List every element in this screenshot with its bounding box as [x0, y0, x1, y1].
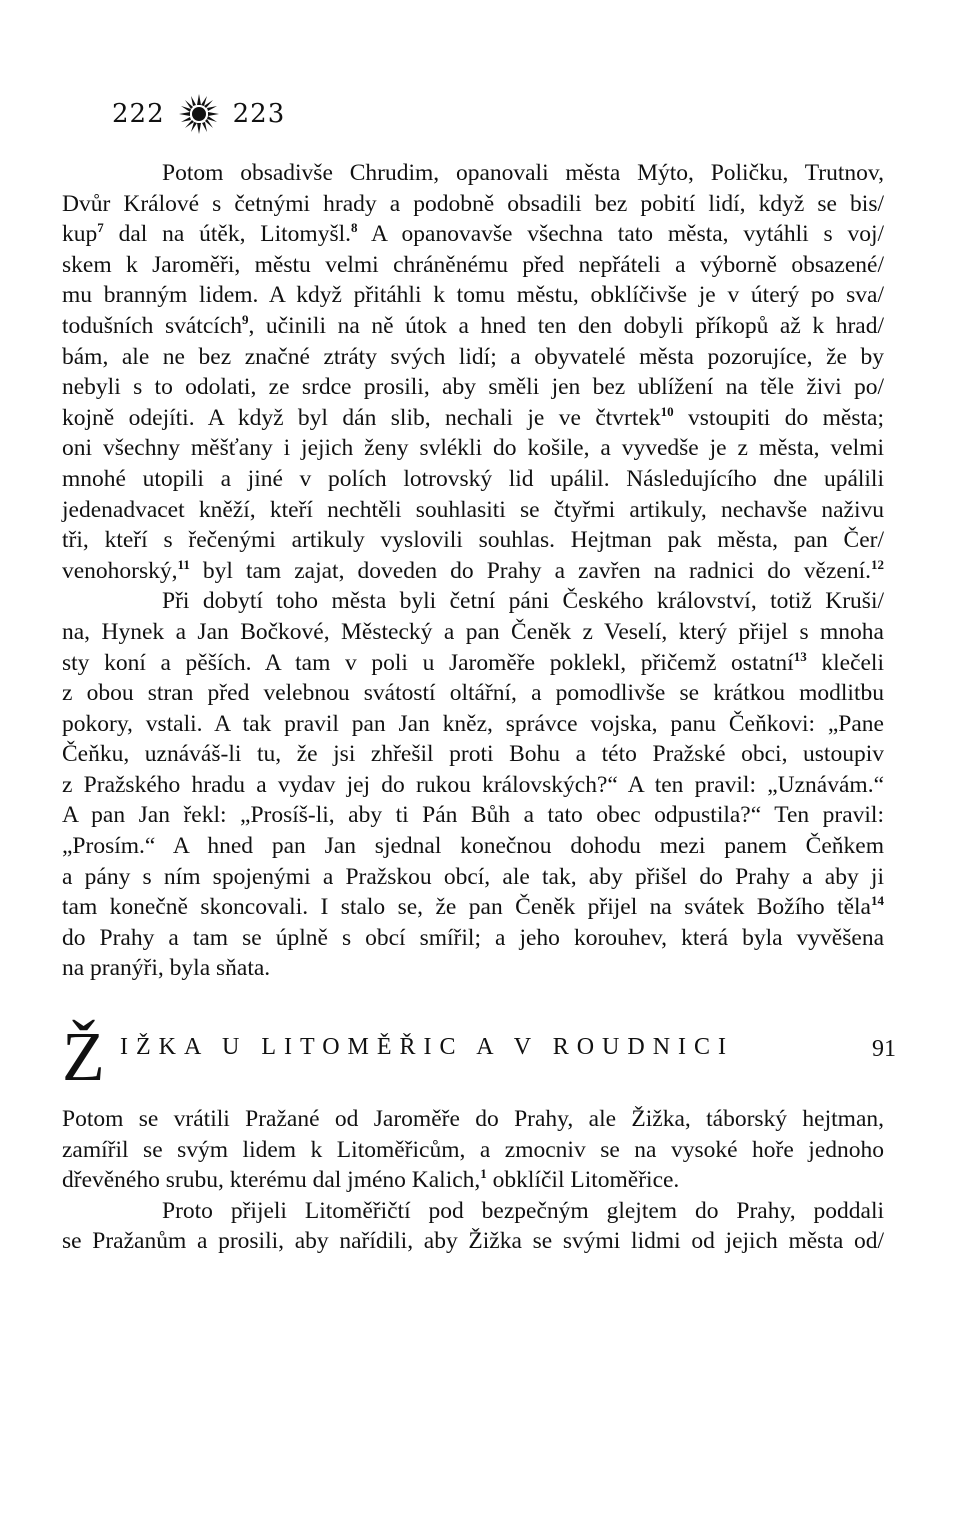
text-run: „Prosím.“ A hned pan Jan sjednal konečnou dohodu mezi panem Čeňkem	[62, 833, 884, 860]
text-line	[62, 648, 884, 679]
text-run: Čeňku, uznáváš-li tu, že jsi zhřešil proti Bohu a této Pražské obci, ustoupiv	[62, 741, 884, 768]
text-run: klečeli	[806, 649, 884, 676]
text-line	[62, 311, 884, 342]
text-run: Proto přijeli Litoměřičtí pod bezpečným glejtem do Prahy, poddali	[162, 1197, 884, 1224]
sun-ornament-icon	[177, 92, 221, 136]
footnote-marker: 9	[241, 311, 249, 327]
text-line	[62, 280, 884, 311]
text-line	[62, 709, 884, 740]
text-line	[62, 1104, 884, 1135]
text-line	[62, 953, 884, 984]
text-run: todušních svátcích	[62, 312, 242, 339]
text-line	[62, 342, 884, 373]
chapter-title: IŽKA U LITOMĚŘIC A V ROUDNICI	[120, 1034, 735, 1060]
footnote-marker: 10	[660, 403, 674, 419]
text-line	[62, 219, 884, 250]
text-run: kup	[62, 221, 98, 248]
text-run: do Prahy a tam se úplně s obcí smířil; a jeho korouhev, která byla vyvěšena	[62, 924, 884, 951]
text-block-section-1	[62, 158, 884, 984]
text-line	[62, 831, 884, 862]
text-line	[62, 403, 884, 434]
text-line	[62, 189, 884, 220]
footnote-marker: 13	[793, 648, 807, 664]
text-run: na, Hynek a Jan Bočkové, Městecký a pan Čeněk z Veselí, který přijel s mnoha	[62, 618, 884, 645]
text-run: obklíčil Litoměřice.	[486, 1167, 680, 1194]
text-line	[62, 739, 884, 770]
footnote-marker: 1	[480, 1166, 487, 1182]
text-run: se Pražanům a prosili, aby nařídili, aby Žižka se svými lidmi od jejich města od/	[62, 1228, 884, 1255]
text-run: mu branným lidem. A když přitáhli k tomu městu, obklíčivše je v úterý po sva/	[62, 282, 884, 309]
text-run: sty koní a pěších. A tam v poli u Jaroměře poklekl, přičemž ostatní	[62, 649, 794, 676]
text-run: a pány s ním spojenými a Pražskou obcí, ale tak, aby přišel do Prahy a aby ji	[62, 863, 884, 890]
text-run: , učinili na ně útok a hned ten den dobyli příkopů až k hrad/	[248, 312, 884, 339]
text-run: Při dobytí toho města byli četní páni Českého království, totiž Kruši/	[162, 588, 884, 615]
footnote-marker: 7	[97, 220, 104, 236]
text-run: z obou stran před velebnou svátostí oltářní, a pomodlivše se krátkou modlitbu	[62, 680, 884, 707]
text-line	[62, 158, 884, 189]
footnote-marker: 14	[871, 893, 884, 909]
text-run: jedenadvacet kněží, kteří nechtěli souhlasiti se čtyřmi artikuly, nechavše naživu	[62, 496, 884, 523]
text-line	[62, 1196, 884, 1227]
text-line	[62, 1226, 884, 1257]
text-line	[62, 862, 884, 893]
text-line	[62, 923, 884, 954]
drop-cap: Ž	[62, 1019, 105, 1096]
text-run: oni všechny měšťany i jejich ženy svlékli do košile, a vyvedše je z města, velmi	[62, 435, 884, 462]
text-line	[62, 770, 884, 801]
text-run: Potom obsadivše Chrudim, opanovali města Mýto, Poličku, Trutnov,	[162, 160, 884, 186]
text-run: na pranýři, byla sňata.	[62, 955, 271, 982]
text-run: vstoupiti do města;	[673, 404, 884, 431]
text-line	[62, 617, 884, 648]
text-run: pokory, vstali. A tak pravil pan Jan kněz, správce vojska, panu Čeňkovi: „Pane	[62, 710, 884, 737]
text-line	[62, 433, 884, 464]
text-line	[62, 678, 884, 709]
text-line	[62, 1165, 884, 1196]
text-run: kojně odejíti. A když byl dán slib, nechali je ve čtvrtek	[62, 404, 661, 431]
text-line	[62, 464, 884, 495]
text-line	[62, 1135, 884, 1166]
text-run: Dvůr Králové s četnými hrady a podobně obsadili bez pobití lidí, když se bis/	[62, 190, 884, 217]
text-line	[62, 372, 884, 403]
text-block-section-2	[62, 1104, 884, 1257]
text-run: venohorský,	[62, 557, 178, 584]
running-header	[112, 92, 285, 136]
footnote-marker: 11	[177, 556, 190, 572]
text-line	[62, 250, 884, 281]
footnote-marker: 8	[351, 220, 358, 236]
text-line	[62, 495, 884, 526]
text-run: A pan Jan řekl: „Prosíš-li, aby ti Pán Bůh a tato obec odpustila?“ Ten pravil:	[62, 802, 884, 829]
text-line	[62, 556, 884, 587]
text-run: nebyli s to odolati, ze srdce prosili, aby směli jen bez ublížení na těle živi po/	[62, 374, 884, 401]
text-run: dal na útěk, Litomyšl.	[103, 221, 352, 248]
page-number-right: 223	[232, 99, 286, 129]
chapter-heading	[62, 1019, 896, 1096]
text-line	[62, 800, 884, 831]
text-line	[62, 525, 884, 556]
page-number-left: 222	[112, 99, 165, 129]
text-run: tři, kteří s řečenými artikuly vyslovili souhlas. Hejtman pak města, pan Čer/	[62, 527, 884, 554]
text-line	[62, 586, 884, 617]
text-run: bám, ale ne bez značné ztráty svých lidí; a obyvatelé města pozorujíce, že by	[62, 343, 884, 370]
text-run: byl tam zajat, doveden do Prahy a zavřen na radnici do vězení.	[189, 557, 871, 584]
text-run: mnohé utopili a jiné v polích lotrovský lid upálil. Následujícího dne upálili	[62, 465, 884, 492]
text-run: dřevěného srubu, kterému dal jméno Kalich,	[62, 1167, 481, 1194]
chapter-number: 91	[872, 1036, 896, 1062]
text-run: Potom se vrátili Pražané od Jaroměře do Prahy, ale Žižka, táborský hejtman,	[62, 1106, 884, 1132]
text-run: A opanovavše všechna tato města, vytáhli s voj/	[357, 221, 884, 248]
text-run: z Pražského hradu a vydav jej do rukou královských?“ A ten pravil: „Uznávám.“	[62, 771, 884, 798]
text-run: skem k Jaroměři, městu velmi chráněnému před nepřáteli a výborně obsazené/	[62, 251, 884, 278]
text-run: zamířil se svým lidem k Litoměřicům, a zmocniv se na vysoké hoře jednoho	[62, 1136, 884, 1163]
footnote-marker: 12	[871, 556, 884, 572]
text-run: tam konečně skoncovali. I stalo se, že pan Čeněk přijel na svátek Božího těla	[62, 894, 871, 921]
text-line	[62, 892, 884, 923]
